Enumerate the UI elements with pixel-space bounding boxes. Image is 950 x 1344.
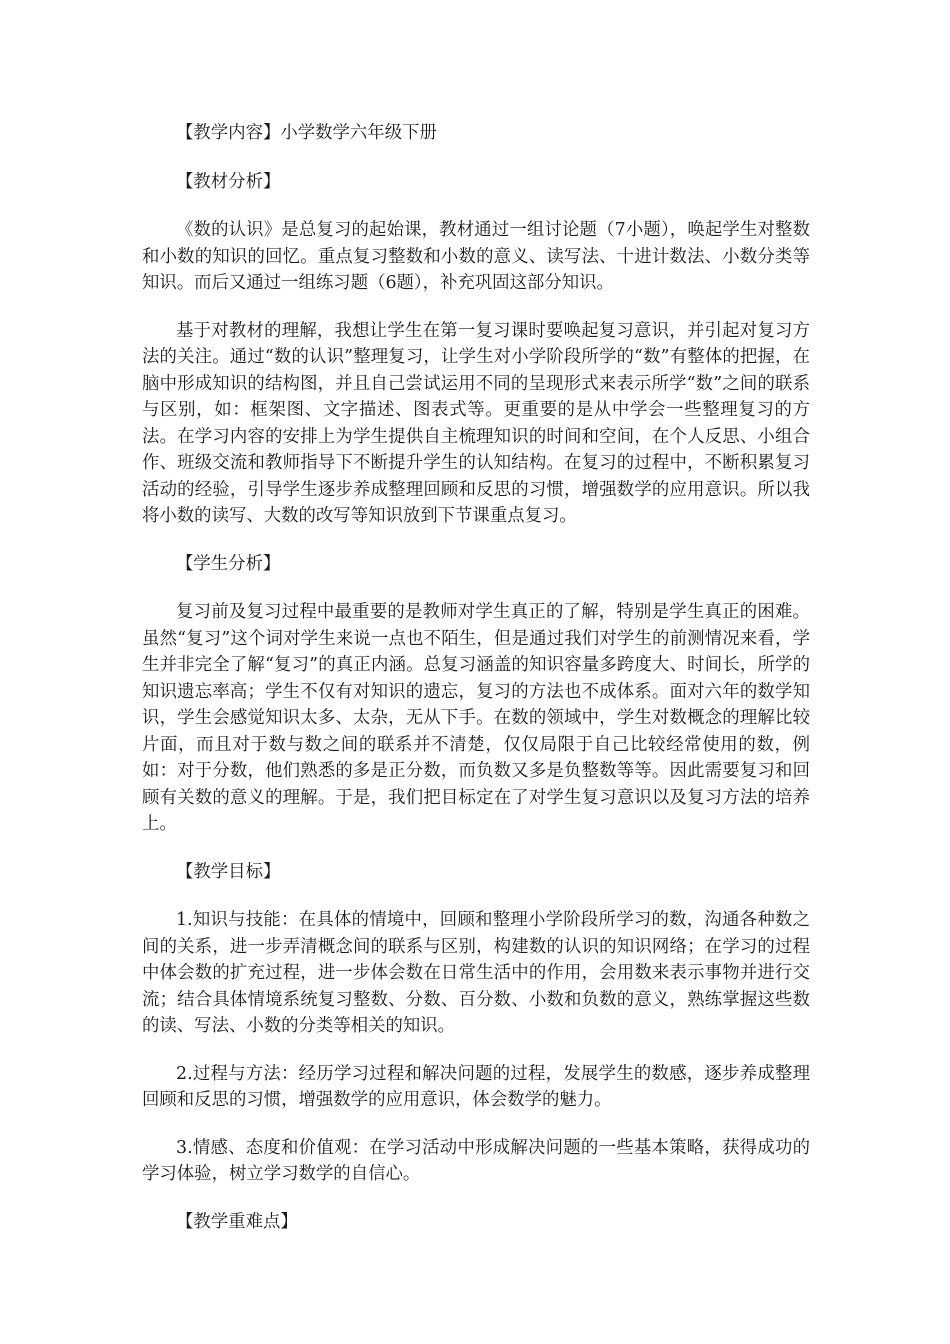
key-difficulties-heading: 【教学重难点】 (176, 1211, 298, 1232)
spacer (142, 297, 810, 318)
textbook-analysis-paragraph-2: 基于对教材的理解，我想让学生在第一复习课时要唤起复习意识，并引起对复习方法的关注。通过“数的认识”整理复习，让学生对小学阶段所学的“数”有整体的把握，在脑中形成知识的结构图，并且自己尝试运用不同的呈现形式来表示所学“数”之间的联系与区别，如：框架图、文字描述、图表式等。更重要的是从中学会一些整理复习的方法。在学习内容的安排上为学生提供自主梳理知识的时间和空间，在个人反思、小组合作、班级交流和教师指导下不断提升学生的认知结构。在复习的过程中，不断积累复习活动的经验，引导学生逐步养成整理回顾和反思的习惯，增强数学的应用意识。所以我将小数的读写、大数的改写等知识放到下节课重点复习。 (142, 320, 810, 526)
teaching-goal-knowledge: 1.知识与技能：在具体的情境中，回顾和整理小学阶段所学习的数，沟通各种数之间的关系，进一步弄清概念间的联系与区别，构建数的认识的知识网络；在学习的过程中体会数的扩充过程，进一步体会数在日常生活中的作用，会用数来表示事物并进行交流；结合具体情境系统复习整数、分数、百分数、小数和负数的意义，熟练掌握这些数的读、写法、小数的分类等相关的知识。 (142, 910, 810, 1036)
spacer (142, 147, 810, 169)
spacer (142, 530, 810, 551)
document-page (142, 120, 810, 1235)
teaching-content-heading: 【教学内容】小学数学六年级下册 (176, 123, 437, 143)
spacer (142, 195, 810, 217)
textbook-analysis-heading: 【教材分析】 (176, 171, 281, 192)
teaching-goal-attitude: 3.情感、态度和价值观：在学习活动中形成解决问题的一些基本策略，获得成功的学习体验，树立学习数学的自信心。 (142, 1137, 810, 1184)
student-analysis-heading: 【学生分析】 (176, 553, 281, 574)
student-analysis-paragraph-1: 复习前及复习过程中最重要的是教师对学生真正的了解，特别是学生真正的困难。虽然“复习”这个词对学生来说一点也不陌生，但是通过我们对学生的前测情况来看，学生并非完全了解“复习”的真正内涵。总复习涵盖的知识容量多跨度大、时间长，所学的知识遗忘率高；学生不仅有对知识的遗忘，复习的方法也不成体系。面对六年的数学知识，学生会感觉知识太多、太杂，无从下手。在数的领域中，学生对数概念的理解比较片面，而且对于数与数之间的联系并不清楚，仅仅局限于自己比较经常使用的数，例如：对于分数，他们熟悉的多是正分数，而负数又多是负整数等等。因此需要复习和回顾有关数的意义的理解。于是，我们把目标定在了对学生复习意识以及复习方法的培养上。 (142, 602, 810, 834)
spacer (142, 1040, 810, 1061)
teaching-goals-heading: 【教学目标】 (176, 861, 281, 882)
textbook-analysis-paragraph-1: 《数的认识》是总复习的起始课，教材通过一组讨论题（7小题），唤起学生对整数和小数的知识的回忆。重点复习整数和小数的意义、读写法、十进计数法、小数分类等知识。而后又通过一组练习题（6题），补充巩固这部分知识。 (142, 220, 810, 293)
spacer (142, 1114, 810, 1135)
spacer (142, 885, 810, 907)
spacer (142, 577, 810, 599)
spacer (142, 838, 810, 859)
teaching-goal-process: 2.过程与方法：经历学习过程和解决问题的过程，发展学生的数感，逐步养成整理回顾和反思的习惯，增强数学的应用意识，体会数学的魅力。 (142, 1063, 810, 1110)
spacer (142, 1188, 810, 1209)
